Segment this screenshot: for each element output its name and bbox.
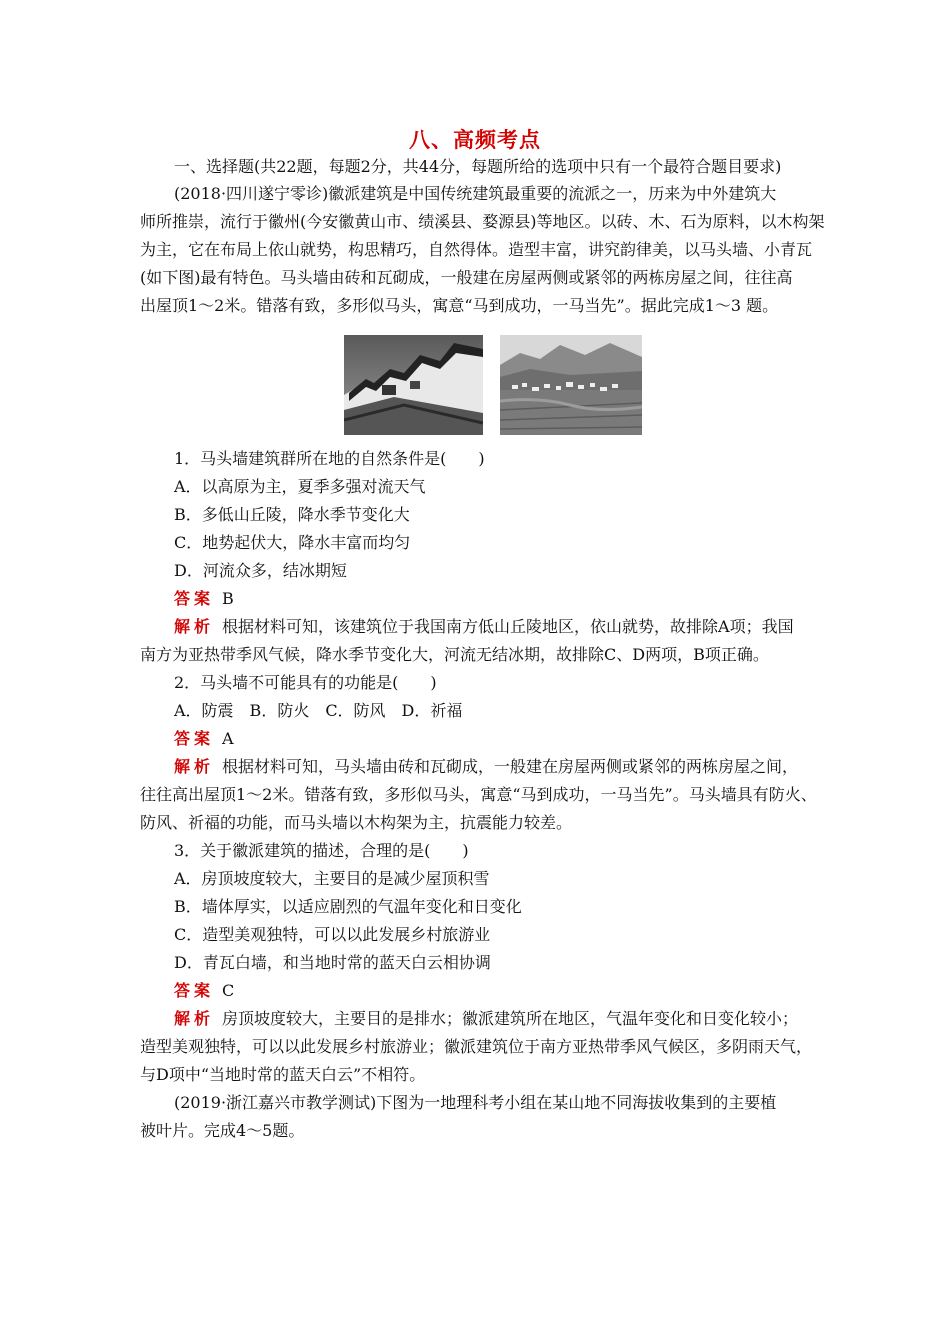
passage-line: (如下图)最有特色。马头墙由砖和瓦砌成，一般建在房屋两侧或紧邻的两栋房屋之间，往往高 — [140, 268, 793, 287]
question-3-option-a: A．房顶坡度较大，主要目的是减少屋顶积雪 — [174, 869, 490, 888]
answer-value: A — [222, 729, 234, 748]
analysis-line: 造型美观独特，可以以此发展乡村旅游业；徽派建筑位于南方亚热带季风气候区，多阴雨天气， — [140, 1037, 813, 1056]
question-2-answer-row — [174, 729, 864, 749]
passage-line: (2018·四川遂宁零诊)徽派建筑是中国传统建筑最重要的流派之一，历来为中外建筑大 — [174, 184, 777, 203]
analysis-label: 解析 — [174, 617, 215, 636]
passage-line: (2019·浙江嘉兴市教学测试)下图为一地理科考小组在某山地不同海拔收集到的主要植 — [174, 1093, 777, 1112]
analysis-label: 解析 — [174, 757, 215, 776]
question-1-option-d: D．河流众多，结冰期短 — [174, 561, 347, 580]
analysis-text: 根据材料可知，马头墙由砖和瓦砌成，一般建在房屋两侧或紧邻的两栋房屋之间， — [222, 757, 799, 776]
answer-value: C — [222, 981, 235, 1000]
horse-head-wall-photo — [344, 335, 483, 435]
analysis-line: 防风、祈福的功能，而马头墙以木构架为主，抗震能力较差。 — [140, 813, 573, 832]
question-3-analysis-row — [174, 1009, 864, 1029]
analysis-line: 往往高出屋顶1～2米。错落有致，多形似马头，寓意“马到成功，一马当先”。马头墙具有防火、 — [140, 785, 817, 804]
section-intro: 一、选择题(共22题，每题2分，共44分，每题所给的选项中只有一个最符合题目要求) — [174, 157, 782, 176]
question-2-stem: 2．马头墙不可能具有的功能是( ) — [174, 673, 437, 692]
question-1-option-c: C．地势起伏大，降水丰富而均匀 — [174, 533, 411, 552]
analysis-text: 根据材料可知，该建筑位于我国南方低山丘陵地区，依山就势，故排除A项；我国 — [222, 617, 794, 636]
question-1-option-a: A．以高原为主，夏季多强对流天气 — [174, 477, 426, 496]
question-3-option-d: D．青瓦白墙，和当地时常的蓝天白云相协调 — [174, 953, 491, 972]
question-3-stem: 3．关于徽派建筑的描述，合理的是( ) — [174, 841, 469, 860]
question-1-analysis-row — [174, 617, 864, 637]
answer-label: 答案 — [174, 589, 215, 608]
analysis-text: 房顶坡度较大，主要目的是排水；徽派建筑所在地区，气温年变化和日变化较小； — [222, 1009, 799, 1028]
question-1-stem: 1．马头墙建筑群所在地的自然条件是( ) — [174, 449, 485, 468]
question-2-options: A．防震 B．防火 C．防风 D．祈福 — [174, 701, 463, 720]
passage-line: 出屋顶1～2米。错落有致，多形似马头，寓意“马到成功，一马当先”。据此完成1～3 题。 — [140, 296, 779, 315]
question-3-option-c: C．造型美观独特，可以以此发展乡村旅游业 — [174, 925, 491, 944]
village-landscape-photo — [500, 335, 642, 435]
analysis-label: 解析 — [174, 1009, 215, 1028]
question-2-analysis-row — [174, 757, 864, 777]
question-3-answer-row — [174, 981, 864, 1001]
passage-line: 为主，它在布局上依山就势，构思精巧，自然得体。造型丰富，讲究韵律美，以马头墙、小青瓦 — [140, 240, 813, 259]
page-title: 八、高频考点 — [409, 127, 541, 152]
question-3-option-b: B．墙体厚实，以适应剧烈的气温年变化和日变化 — [174, 897, 522, 916]
answer-label: 答案 — [174, 729, 215, 748]
answer-label: 答案 — [174, 981, 215, 1000]
question-1-answer-row — [174, 589, 864, 609]
passage-line: 师所推崇，流行于徽州(今安徽黄山市、绩溪县、婺源县)等地区。以砖、木、石为原料，以木构架 — [140, 212, 825, 231]
passage-line: 被叶片。完成4～5题。 — [140, 1121, 305, 1140]
analysis-line: 南方为亚热带季风气候，降水季节变化大，河流无结冰期，故排除C、D两项，B项正确。 — [140, 645, 769, 664]
answer-value: B — [222, 589, 234, 608]
question-1-option-b: B．多低山丘陵，降水季节变化大 — [174, 505, 410, 524]
analysis-line: 与D项中“当地时常的蓝天白云”不相符。 — [140, 1065, 426, 1084]
